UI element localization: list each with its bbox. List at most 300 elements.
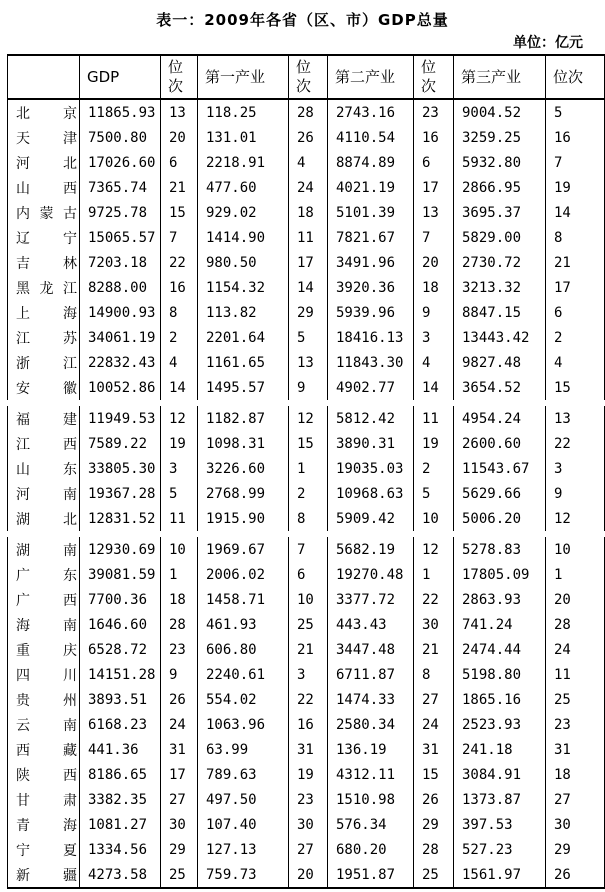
secondary-rank-cell: 3 (414, 325, 454, 350)
tertiary-industry-cell: 3259.25 (454, 125, 546, 150)
tertiary-rank-cell: 21 (546, 250, 605, 275)
secondary-industry-cell: 443.43 (328, 612, 414, 637)
primary-industry-cell: 1458.71 (198, 587, 289, 612)
tertiary-industry-cell: 3654.52 (454, 375, 546, 400)
header-cell-tertiary-rank: 位次 (546, 55, 605, 99)
primary-industry-cell: 477.60 (198, 175, 289, 200)
province-cell: 西藏 (8, 737, 80, 762)
primary-rank-cell: 2 (289, 481, 328, 506)
tertiary-industry-cell: 2523.93 (454, 712, 546, 737)
primary-rank-cell: 12 (289, 406, 328, 431)
secondary-industry-cell: 19035.03 (328, 456, 414, 481)
secondary-rank-cell: 28 (414, 837, 454, 862)
header-cell-tertiary-industry: 第三产业 (454, 55, 546, 99)
primary-rank-cell: 18 (289, 200, 328, 225)
primary-industry-cell: 1915.90 (198, 506, 289, 531)
secondary-rank-cell: 9 (414, 300, 454, 325)
province-cell: 北京 (8, 100, 80, 125)
gdp-cell: 8186.65 (80, 762, 161, 787)
table-row (8, 200, 605, 225)
province-cell: 内蒙古 (8, 200, 80, 225)
tertiary-rank-cell: 5 (546, 100, 605, 125)
primary-rank-cell: 23 (289, 787, 328, 812)
primary-rank-cell: 31 (289, 737, 328, 762)
gdp-rank-cell: 13 (161, 100, 198, 125)
province-cell: 新疆 (8, 862, 80, 888)
primary-rank-cell: 24 (289, 175, 328, 200)
gdp-rank-cell: 16 (161, 275, 198, 300)
tertiary-rank-cell: 25 (546, 687, 605, 712)
table-row (8, 587, 605, 612)
table-row (8, 612, 605, 637)
tertiary-industry-cell: 13443.42 (454, 325, 546, 350)
province-cell: 青海 (8, 812, 80, 837)
gdp-rank-cell: 27 (161, 787, 198, 812)
primary-rank-cell: 20 (289, 862, 328, 888)
primary-industry-cell: 113.82 (198, 300, 289, 325)
gdp-rank-cell: 9 (161, 662, 198, 687)
tertiary-rank-cell: 3 (546, 456, 605, 481)
tertiary-industry-cell: 2866.95 (454, 175, 546, 200)
primary-industry-cell: 1161.65 (198, 350, 289, 375)
tertiary-rank-cell: 27 (546, 787, 605, 812)
primary-industry-cell: 980.50 (198, 250, 289, 275)
gdp-rank-cell: 4 (161, 350, 198, 375)
header-cell-gdp: GDP (80, 55, 161, 99)
gdp-rank-cell: 22 (161, 250, 198, 275)
secondary-rank-cell: 8 (414, 662, 454, 687)
secondary-industry-cell: 136.19 (328, 737, 414, 762)
header-cell-primary-rank: 位次 (289, 55, 328, 99)
gdp-cell: 12930.69 (80, 537, 161, 562)
gdp-cell: 33805.30 (80, 456, 161, 481)
secondary-rank-cell: 26 (414, 787, 454, 812)
header-cell-province (8, 55, 80, 99)
gdp-cell: 12831.52 (80, 506, 161, 531)
primary-rank-cell: 7 (289, 537, 328, 562)
header-cell-gdp-rank: 位次 (161, 55, 198, 99)
secondary-rank-cell: 18 (414, 275, 454, 300)
secondary-rank-cell: 6 (414, 150, 454, 175)
secondary-rank-cell: 14 (414, 375, 454, 400)
gdp-cell: 39081.59 (80, 562, 161, 587)
province-cell: 山西 (8, 175, 80, 200)
primary-industry-cell: 789.63 (198, 762, 289, 787)
tertiary-industry-cell: 17805.09 (454, 562, 546, 587)
tertiary-industry-cell: 527.23 (454, 837, 546, 862)
secondary-industry-cell: 6711.87 (328, 662, 414, 687)
secondary-industry-cell: 7821.67 (328, 225, 414, 250)
table-body-sections (7, 100, 605, 889)
primary-industry-cell: 1063.96 (198, 712, 289, 737)
province-cell: 湖北 (8, 506, 80, 531)
tertiary-rank-cell: 14 (546, 200, 605, 225)
tertiary-rank-cell: 20 (546, 587, 605, 612)
province-cell: 广西 (8, 587, 80, 612)
secondary-industry-cell: 3447.48 (328, 637, 414, 662)
secondary-rank-cell: 4 (414, 350, 454, 375)
secondary-industry-cell: 5812.42 (328, 406, 414, 431)
secondary-rank-cell: 11 (414, 406, 454, 431)
secondary-industry-cell: 3377.72 (328, 587, 414, 612)
gdp-rank-cell: 24 (161, 712, 198, 737)
tertiary-industry-cell: 241.18 (454, 737, 546, 762)
province-cell: 上海 (8, 300, 80, 325)
unit-label: 单位：亿元 (513, 35, 583, 51)
primary-industry-cell: 3226.60 (198, 456, 289, 481)
tertiary-rank-cell: 22 (546, 431, 605, 456)
tertiary-rank-cell: 23 (546, 712, 605, 737)
gdp-cell: 1646.60 (80, 612, 161, 637)
primary-industry-cell: 759.73 (198, 862, 289, 888)
secondary-industry-cell: 5909.42 (328, 506, 414, 531)
primary-industry-cell: 1495.57 (198, 375, 289, 400)
gdp-cell: 441.36 (80, 737, 161, 762)
table-row (8, 637, 605, 662)
province-cell: 黑龙江 (8, 275, 80, 300)
gdp-cell: 9725.78 (80, 200, 161, 225)
secondary-rank-cell: 29 (414, 812, 454, 837)
primary-rank-cell: 4 (289, 150, 328, 175)
gdp-rank-cell: 8 (161, 300, 198, 325)
secondary-rank-cell: 27 (414, 687, 454, 712)
secondary-industry-cell: 8874.89 (328, 150, 414, 175)
gdp-rank-cell: 14 (161, 375, 198, 400)
tertiary-rank-cell: 26 (546, 862, 605, 888)
tertiary-industry-cell: 1865.16 (454, 687, 546, 712)
province-cell: 河南 (8, 481, 80, 506)
gdp-cell: 15065.57 (80, 225, 161, 250)
gdp-rank-cell: 15 (161, 200, 198, 225)
gdp-rank-cell: 23 (161, 637, 198, 662)
gdp-rank-cell: 1 (161, 562, 198, 587)
province-cell: 广东 (8, 562, 80, 587)
table-row (8, 506, 605, 531)
secondary-rank-cell: 31 (414, 737, 454, 762)
primary-industry-cell: 2006.02 (198, 562, 289, 587)
primary-rank-cell: 25 (289, 612, 328, 637)
gdp-rank-cell: 31 (161, 737, 198, 762)
tertiary-industry-cell: 5829.00 (454, 225, 546, 250)
secondary-rank-cell: 12 (414, 537, 454, 562)
primary-industry-cell: 2240.61 (198, 662, 289, 687)
table-row (8, 350, 605, 375)
primary-industry-cell: 1182.87 (198, 406, 289, 431)
gdp-rank-cell: 7 (161, 225, 198, 250)
tertiary-industry-cell: 397.53 (454, 812, 546, 837)
gdp-cell: 1081.27 (80, 812, 161, 837)
gdp-cell: 7365.74 (80, 175, 161, 200)
tertiary-rank-cell: 24 (546, 637, 605, 662)
secondary-industry-cell: 1510.98 (328, 787, 414, 812)
province-cell: 宁夏 (8, 837, 80, 862)
province-cell: 福建 (8, 406, 80, 431)
secondary-industry-cell: 4110.54 (328, 125, 414, 150)
primary-industry-cell: 2201.64 (198, 325, 289, 350)
table-row (8, 662, 605, 687)
gdp-cell: 3893.51 (80, 687, 161, 712)
gdp-cell: 6168.23 (80, 712, 161, 737)
secondary-rank-cell: 1 (414, 562, 454, 587)
secondary-rank-cell: 24 (414, 712, 454, 737)
tertiary-rank-cell: 10 (546, 537, 605, 562)
tertiary-rank-cell: 31 (546, 737, 605, 762)
header-row (8, 55, 605, 99)
gdp-cell: 19367.28 (80, 481, 161, 506)
table-row (8, 325, 605, 350)
gdp-rank-cell: 18 (161, 587, 198, 612)
primary-industry-cell: 1154.32 (198, 275, 289, 300)
gdp-cell: 7589.22 (80, 431, 161, 456)
table-row (8, 175, 605, 200)
province-cell: 江苏 (8, 325, 80, 350)
tertiary-rank-cell: 1 (546, 562, 605, 587)
tertiary-rank-cell: 18 (546, 762, 605, 787)
secondary-industry-cell: 19270.48 (328, 562, 414, 587)
gdp-rank-cell: 20 (161, 125, 198, 150)
primary-rank-cell: 3 (289, 662, 328, 687)
page-title: 表一：2009年各省（区、市）GDP总量 (156, 11, 449, 29)
primary-rank-cell: 26 (289, 125, 328, 150)
gdp-rank-cell: 11 (161, 506, 198, 531)
tertiary-industry-cell: 5006.20 (454, 506, 546, 531)
province-cell: 陕西 (8, 762, 80, 787)
table-row (8, 456, 605, 481)
table-row (8, 862, 605, 888)
gdp-rank-cell: 29 (161, 837, 198, 862)
tertiary-industry-cell: 8847.15 (454, 300, 546, 325)
gdp-cell: 14151.28 (80, 662, 161, 687)
tertiary-industry-cell: 4954.24 (454, 406, 546, 431)
tertiary-industry-cell: 11543.67 (454, 456, 546, 481)
table-section (7, 537, 605, 889)
tertiary-rank-cell: 29 (546, 837, 605, 862)
primary-industry-cell: 107.40 (198, 812, 289, 837)
secondary-industry-cell: 4902.77 (328, 375, 414, 400)
table-section (7, 406, 605, 531)
gdp-cell: 7500.80 (80, 125, 161, 150)
table-row (8, 737, 605, 762)
table-section (7, 100, 605, 400)
secondary-rank-cell: 5 (414, 481, 454, 506)
gdp-cell: 7203.18 (80, 250, 161, 275)
gdp-rank-cell: 21 (161, 175, 198, 200)
tertiary-industry-cell: 9827.48 (454, 350, 546, 375)
tertiary-rank-cell: 7 (546, 150, 605, 175)
province-cell: 湖南 (8, 537, 80, 562)
table-row (8, 787, 605, 812)
table-row (8, 100, 605, 125)
secondary-industry-cell: 1474.33 (328, 687, 414, 712)
tertiary-rank-cell: 13 (546, 406, 605, 431)
gdp-cell: 8288.00 (80, 275, 161, 300)
gdp-rank-cell: 5 (161, 481, 198, 506)
tertiary-industry-cell: 2474.44 (454, 637, 546, 662)
tertiary-rank-cell: 15 (546, 375, 605, 400)
tertiary-rank-cell: 16 (546, 125, 605, 150)
table-row (8, 562, 605, 587)
tertiary-industry-cell: 3695.37 (454, 200, 546, 225)
primary-industry-cell: 2768.99 (198, 481, 289, 506)
secondary-rank-cell: 7 (414, 225, 454, 250)
tertiary-rank-cell: 28 (546, 612, 605, 637)
tertiary-rank-cell: 12 (546, 506, 605, 531)
table-row (8, 375, 605, 400)
tertiary-industry-cell: 3213.32 (454, 275, 546, 300)
primary-rank-cell: 21 (289, 637, 328, 662)
table-row (8, 712, 605, 737)
gdp-cell: 6528.72 (80, 637, 161, 662)
secondary-industry-cell: 11843.30 (328, 350, 414, 375)
primary-rank-cell: 6 (289, 562, 328, 587)
table-row (8, 431, 605, 456)
primary-rank-cell: 30 (289, 812, 328, 837)
tertiary-rank-cell: 9 (546, 481, 605, 506)
province-cell: 甘肃 (8, 787, 80, 812)
secondary-rank-cell: 22 (414, 587, 454, 612)
table-row (8, 481, 605, 506)
primary-industry-cell: 929.02 (198, 200, 289, 225)
tertiary-rank-cell: 4 (546, 350, 605, 375)
table-row (8, 300, 605, 325)
gdp-cell: 11865.93 (80, 100, 161, 125)
primary-industry-cell: 1098.31 (198, 431, 289, 456)
tertiary-industry-cell: 2600.60 (454, 431, 546, 456)
primary-industry-cell: 63.99 (198, 737, 289, 762)
secondary-rank-cell: 25 (414, 862, 454, 888)
gdp-rank-cell: 2 (161, 325, 198, 350)
province-cell: 江西 (8, 431, 80, 456)
secondary-industry-cell: 4021.19 (328, 175, 414, 200)
header-cell-primary-industry: 第一产业 (198, 55, 289, 99)
gdp-rank-cell: 10 (161, 537, 198, 562)
province-cell: 云南 (8, 712, 80, 737)
table-row (8, 687, 605, 712)
secondary-industry-cell: 4312.11 (328, 762, 414, 787)
gdp-rank-cell: 12 (161, 406, 198, 431)
gdp-table (7, 54, 605, 889)
table-row (8, 537, 605, 562)
gdp-cell: 14900.93 (80, 300, 161, 325)
primary-rank-cell: 14 (289, 275, 328, 300)
tertiary-industry-cell: 1373.87 (454, 787, 546, 812)
primary-industry-cell: 606.80 (198, 637, 289, 662)
tertiary-rank-cell: 2 (546, 325, 605, 350)
tertiary-industry-cell: 741.24 (454, 612, 546, 637)
primary-rank-cell: 19 (289, 762, 328, 787)
province-cell: 天津 (8, 125, 80, 150)
secondary-rank-cell: 2 (414, 456, 454, 481)
province-cell: 辽宁 (8, 225, 80, 250)
primary-industry-cell: 497.50 (198, 787, 289, 812)
tertiary-rank-cell: 11 (546, 662, 605, 687)
province-cell: 海南 (8, 612, 80, 637)
primary-industry-cell: 131.01 (198, 125, 289, 150)
table-row (8, 225, 605, 250)
primary-industry-cell: 2218.91 (198, 150, 289, 175)
secondary-rank-cell: 10 (414, 506, 454, 531)
province-cell: 吉林 (8, 250, 80, 275)
secondary-rank-cell: 23 (414, 100, 454, 125)
primary-industry-cell: 1969.67 (198, 537, 289, 562)
table-header (7, 54, 605, 100)
tertiary-industry-cell: 3084.91 (454, 762, 546, 787)
province-cell: 贵州 (8, 687, 80, 712)
secondary-rank-cell: 20 (414, 250, 454, 275)
primary-rank-cell: 10 (289, 587, 328, 612)
table-row (8, 150, 605, 175)
tertiary-rank-cell: 6 (546, 300, 605, 325)
tertiary-rank-cell: 19 (546, 175, 605, 200)
primary-industry-cell: 1414.90 (198, 225, 289, 250)
primary-rank-cell: 5 (289, 325, 328, 350)
secondary-rank-cell: 15 (414, 762, 454, 787)
primary-rank-cell: 16 (289, 712, 328, 737)
primary-industry-cell: 127.13 (198, 837, 289, 862)
gdp-cell: 22832.43 (80, 350, 161, 375)
gdp-rank-cell: 25 (161, 862, 198, 888)
secondary-industry-cell: 2580.34 (328, 712, 414, 737)
secondary-rank-cell: 21 (414, 637, 454, 662)
gdp-rank-cell: 3 (161, 456, 198, 481)
province-cell: 四川 (8, 662, 80, 687)
tertiary-industry-cell: 1561.97 (454, 862, 546, 888)
gdp-cell: 3382.35 (80, 787, 161, 812)
secondary-industry-cell: 18416.13 (328, 325, 414, 350)
tertiary-industry-cell: 2730.72 (454, 250, 546, 275)
primary-rank-cell: 13 (289, 350, 328, 375)
gdp-cell: 1334.56 (80, 837, 161, 862)
province-cell: 河北 (8, 150, 80, 175)
table-row (8, 125, 605, 150)
primary-rank-cell: 8 (289, 506, 328, 531)
tertiary-rank-cell: 30 (546, 812, 605, 837)
tertiary-industry-cell: 5278.83 (454, 537, 546, 562)
header-cell-secondary-industry: 第二产业 (328, 55, 414, 99)
primary-rank-cell: 9 (289, 375, 328, 400)
province-cell: 安徽 (8, 375, 80, 400)
gdp-rank-cell: 19 (161, 431, 198, 456)
primary-rank-cell: 29 (289, 300, 328, 325)
secondary-industry-cell: 3890.31 (328, 431, 414, 456)
province-cell: 浙江 (8, 350, 80, 375)
gdp-cell: 11949.53 (80, 406, 161, 431)
primary-rank-cell: 28 (289, 100, 328, 125)
tertiary-industry-cell: 5629.66 (454, 481, 546, 506)
secondary-rank-cell: 30 (414, 612, 454, 637)
secondary-industry-cell: 576.34 (328, 812, 414, 837)
province-cell: 山东 (8, 456, 80, 481)
primary-rank-cell: 11 (289, 225, 328, 250)
tertiary-industry-cell: 2863.93 (454, 587, 546, 612)
table-row (8, 837, 605, 862)
gdp-rank-cell: 28 (161, 612, 198, 637)
gdp-cell: 10052.86 (80, 375, 161, 400)
table-row (8, 762, 605, 787)
primary-rank-cell: 27 (289, 837, 328, 862)
secondary-industry-cell: 5101.39 (328, 200, 414, 225)
secondary-industry-cell: 1951.87 (328, 862, 414, 888)
primary-industry-cell: 554.02 (198, 687, 289, 712)
secondary-industry-cell: 10968.63 (328, 481, 414, 506)
secondary-industry-cell: 3491.96 (328, 250, 414, 275)
primary-rank-cell: 17 (289, 250, 328, 275)
table-row (8, 812, 605, 837)
province-cell: 重庆 (8, 637, 80, 662)
header-cell-secondary-rank: 位次 (414, 55, 454, 99)
gdp-cell: 34061.19 (80, 325, 161, 350)
secondary-rank-cell: 13 (414, 200, 454, 225)
